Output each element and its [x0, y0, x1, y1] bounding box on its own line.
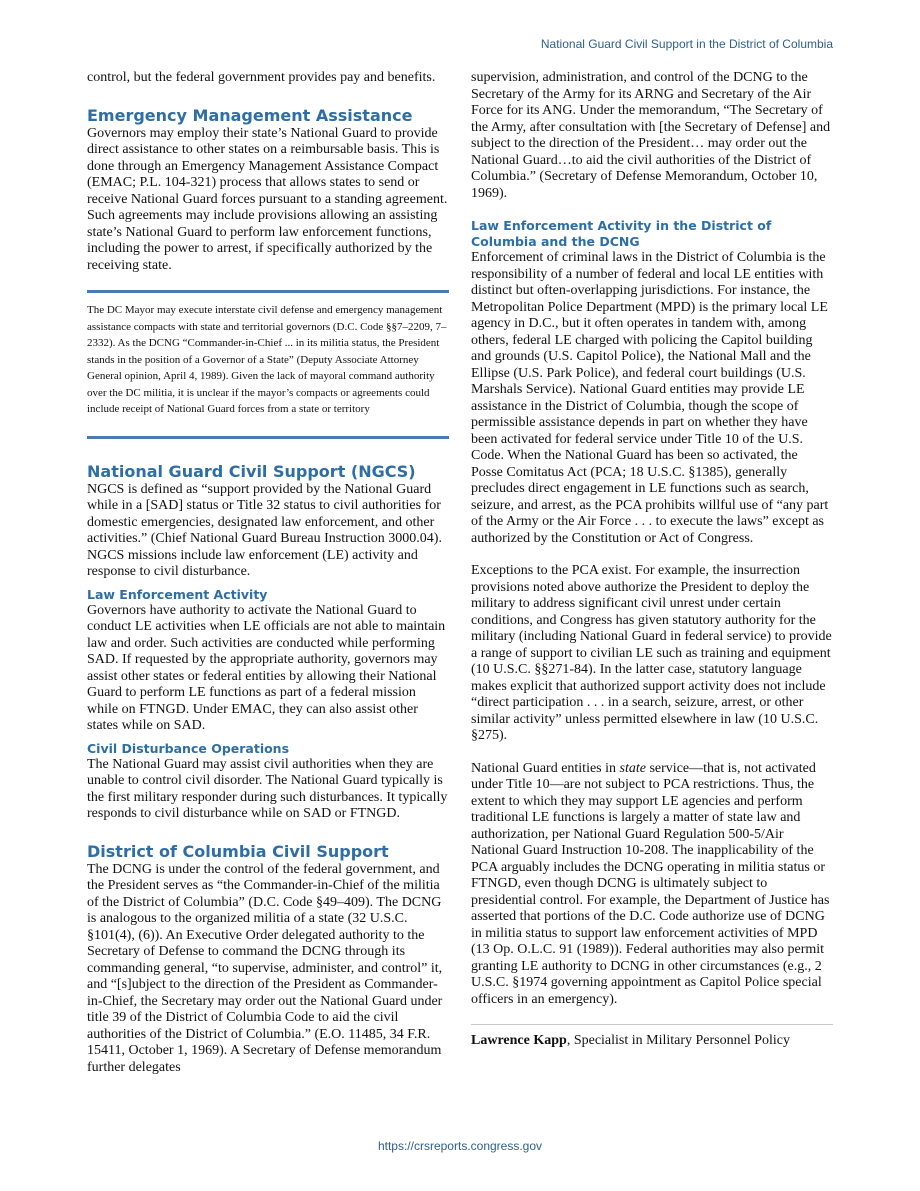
pca-exceptions-paragraph: Exceptions to the PCA exist. For example, the insurrection provisions noted above authorize the President to deploy the military to address significant civil unrest under certain conditions, and Congress has given statutory authority for the military (including National Guard in federal service) to provide a range of support to civilian LE such as training and equipment (10 U.S.C. §§271-84). In the latter case, statutory language makes explicit that authorized support activity does not include “direct participation . . . in a search, seizure, arrest, or other similar activity” unless permitted elsewhere in law (10 U.S.C. §275). [471, 563, 832, 743]
ngcs-paragraph: NGCS is defined as “support provided by the National Guard while in a [SAD] status or Title 32 status to civil authorities for domestic emergencies, designated law enforcement, and other activities.” (Chief National Guard Bureau Instruction 3000.04). NGCS missions include law enforcement (LE) activity and response to civil disturbance. [87, 481, 442, 579]
state-service-paragraph [471, 761, 833, 1009]
lea-paragraph: Governors have authority to activate the National Guard to conduct LE activities when LE officials are not able to maintain law and order. Such activities are conducted while performing SAD. If requested by the appropriate authority, governors may assist other states or federal entities by allowing their National Guard to perform LE functions as part of a federal mission while on FTNGD. Under EMAC, they can also assist other states while on SAD. [87, 602, 446, 733]
state-service-text-b: service—that is, not activated under Title 10—are not subject to PCA restrictions. Thus, the extent to which they may support LE agencies and perform traditional LE functions is largely a matter of state law and authorization, per National Guard Regulation 500-5/Air National Guard Instruction 10-208. The inapplicability of the PCA arguably includes the DCNG operating in militia status or FTNGD, even though DCNG is ultimately subject to presidential control. For example, the Department of Justice has asserted that portions of the D.C. Code authorize use of DCNG in militia status to support law enforcement activities of MPD (13 Op. O.L.C. 91 (1989)). Federal authorities may also permit granting LE authority to DCNG in other circumstances (e.g., 2 U.S.C. §1974 governing appointment as Capitol Police special officers in an emergency). [471, 760, 830, 1007]
le-dc-heading: Law Enforcement Activity in the District of Columbia and the DCNG [471, 218, 772, 249]
memo-paragraph: supervision, administration, and control of the DCNG to the Secretary of the Army for its ARNG and Secretary of the Air Force for its ANG. Under the memorandum, “The Secretary of the Army, after consultation with [the Secretary of Defense] and subject to the direction of the President… may order out the National Guard…to aid the civil authorities of the District of Columbia.” (Secretary of Defense Memorandum, October 10, 1969). [471, 70, 831, 201]
lea-heading: Law Enforcement Activity [87, 586, 268, 602]
running-header: National Guard Civil Support in the District of Columbia [540, 37, 833, 51]
author-title: , Specialist in Military Personnel Policy [566, 1033, 791, 1048]
ema-heading: Emergency Management Assistance [87, 105, 413, 125]
sidebar-note-text: The DC Mayor may execute interstate civil defense and emergency management assistance compacts with state and territorial governors (D.C. Code §§7–2209, 7–2332). As the DCNG “Commander-in-Chief ... in its militia status, the President stands in the position of a Governor of a State” (Deputy Associate Attorney General opinion, April 4, 1989). Given the lack of mayoral command authority over the DC militia, it is unclear if the mayor’s compacts or agreements could include receipt of National Guard forces from a state or territory [87, 304, 447, 415]
footer-url[interactable]: https://crsreports.congress.gov [377, 1139, 543, 1153]
author-line [471, 1024, 833, 1050]
ngcs-heading: National Guard Civil Support (NGCS) [87, 461, 416, 481]
le-dc-paragraph: Enforcement of criminal laws in the District of Columbia is the responsibility of a number of federal and local LE entities with distinct but often-overlapping jurisdictions. For instance, the Metropolitan Police Department (MPD) is the primary local LE agency in D.C., but it often operates in tandem with, among others, federal LE charged with policing the Capitol building and grounds (U.S. Capitol Police), the National Mall and the Ellipse (U.S. Park Police), and federal court buildings (U.S. Marshals Service). National Guard entities may provide LE assistance in the District of Columbia, though the scope of permissible assistance depends in part on whether they have been activated for federal service under Title 10 of the U.S. Code. When the National Guard has been so activated, the Posse Comitatus Act (PCA; 18 U.S.C. §1385), generally precludes direct engagement in LE functions such as search, seizure, and arrest, as the PCA prohibits willful use of “any part of the Army or the Air Force . . . to execute the laws” except as authorized by the Constitution or Act of Congress. [471, 250, 829, 546]
state-service-text-a: National Guard entities in [471, 760, 620, 776]
dccs-paragraph: The DCNG is under the control of the federal government, and the President serves as “the Commander-in-Chief of the militia of the District of Columbia” (D.C. Code §49–409). The DCNG is analogous to the organized militia of a state (32 U.S.C. §101(4), (6)). An Executive Order delegated authority to the Secretary of Defense to command the DCNG through its commanding general, “to supervise, administer, and control” it, and “[s]ubject to the direction of the President as Commander-in-Chief, the Secretary may order out the National Guard under title 39 of the District of Columbia Code to aid the civil authorities of the District of Columbia.” (E.O. 11485, 34 F.R. 15411, October 1, 1969). A Secretary of Defense memorandum further delegates [87, 861, 443, 1075]
author-name: Lawrence Kapp [471, 1033, 567, 1048]
right-column [471, 70, 833, 1050]
ema-paragraph: Governors may employ their state’s National Guard to provide direct assistance to other states on a reimbursable basis. This is done through an Emergency Management Assistance Compact (EMAC; P.L. 104-321) process that allows states to send or receive National Guard forces pursuant to a standing agreement. Such agreements may include provisions allowing an assisting state’s National Guard to perform law enforcement functions, including the power to arrest, if specifically authorized by the receiving state. [87, 125, 448, 273]
state-service-emphasis: state [619, 760, 646, 776]
sidebar-note-box [87, 290, 449, 439]
cdo-heading: Civil Disturbance Operations [87, 740, 290, 756]
intro-paragraph: control, but the federal government provides pay and benefits. [87, 70, 436, 85]
cdo-paragraph: The National Guard may assist civil authorities when they are unable to control civil disorder. The National Guard typically is the first military responder during such disturbances. It typically responds to civil disturbance while on SAD or FTNGD. [87, 756, 448, 821]
left-column [87, 70, 449, 1076]
dccs-heading: District of Columbia Civil Support [87, 841, 389, 861]
